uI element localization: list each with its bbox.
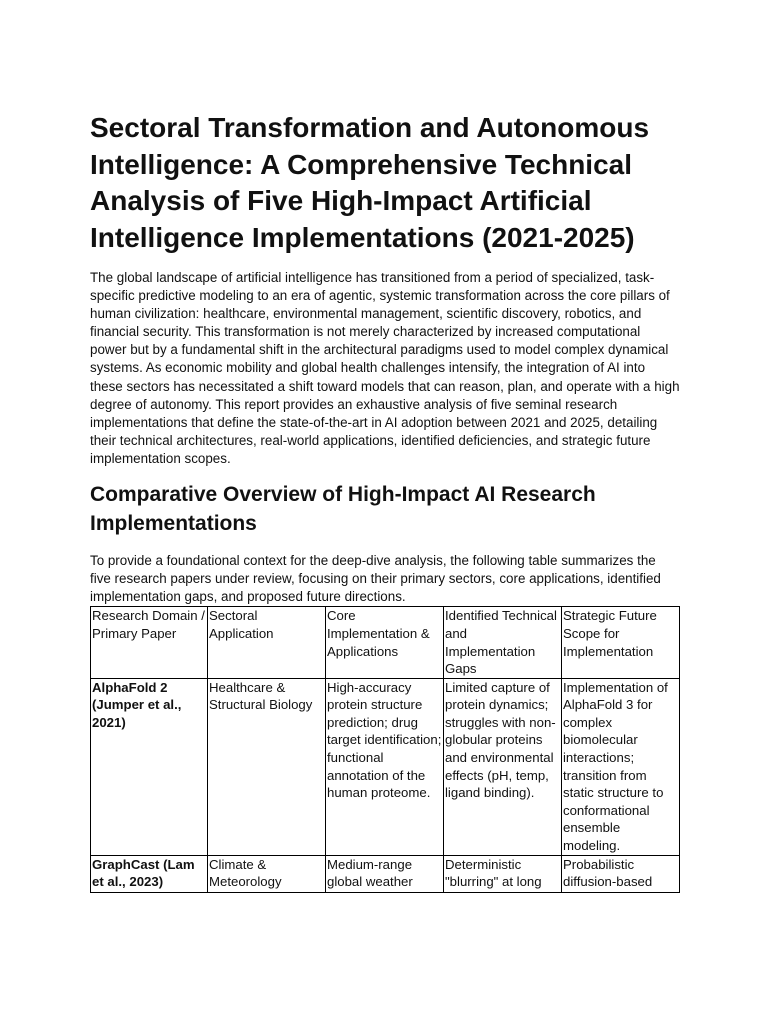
cell-text: Deterministic "blurring" at long	[445, 856, 542, 890]
table-row	[91, 678, 680, 855]
table-header-cell: Core Implementation & Applications	[326, 607, 444, 678]
table-header-cell: Research Domain / Primary Paper	[91, 607, 208, 678]
table-row	[91, 855, 680, 892]
table-header-cell: Sectoral Application	[208, 607, 326, 678]
cell-text: Climate & Meteorology	[209, 856, 282, 890]
table-cell: Limited capture of protein dynamics; struggles with non-globular proteins and environmental effects (pH, temp, ligand binding).	[444, 678, 562, 855]
table-header-cell: Strategic Future Scope for Implementation	[562, 607, 680, 678]
table-cell-paper: AlphaFold 2 (Jumper et al., 2021)	[91, 678, 208, 855]
table-cell: Healthcare & Structural Biology	[208, 678, 326, 855]
table-cell-paper	[91, 855, 208, 892]
table-header-cell: Identified Technical and Implementation Gaps	[444, 607, 562, 678]
table-cell	[326, 855, 444, 892]
table-cell: Implementation of AlphaFold 3 for complex biomolecular interactions; transition from static structure to conformational ensemble modeling.	[562, 678, 680, 855]
table-intro-paragraph: To provide a foundational context for the deep-dive analysis, the following table summarizes the five research papers under review, focusing on their primary sectors, core applications, identified implementation gaps, and proposed future directions.	[90, 553, 661, 605]
comparison-table	[90, 606, 680, 892]
intro-paragraph: The global landscape of artificial intelligence has transitioned from a period of specialized, task-specific predictive modeling to an era of agentic, systemic transformation across the core pillars of human civilization: healthcare, environmental management, scientific discovery, robotics, and financial security. This transformation is not merely characterized by increased computational power but by a fundamental shift in the architectural paradigms used to model complex dynamical systems. As economic mobility and global health challenges intensify, the integration of AI into these sectors has necessitated a shift toward models that can reason, plan, and operate with a high degree of autonomy. This report provides an exhaustive analysis of five seminal research implementations that define the state-of-the-art in AI adoption between 2021 and 2025, detailing their technical architectures, real-world applications, identified deficiencies, and strategic future implementation scopes.	[90, 270, 680, 466]
document-title: Sectoral Transformation and Autonomous Intelligence: A Comprehensive Technical Analysis of Five High-Impact Artificial Intelligence Implementations (2021-2025)	[90, 112, 650, 253]
section-heading: Comparative Overview of High-Impact AI Research Implementations	[90, 483, 596, 536]
document-page	[90, 110, 680, 893]
cell-text: Medium-range global weather	[327, 856, 413, 890]
cell-text: GraphCast (Lam et al., 2023)	[92, 856, 195, 890]
table-cell	[208, 855, 326, 892]
table-cell	[562, 855, 680, 892]
cell-text: Probabilistic diffusion-based	[563, 856, 653, 890]
table-cell	[444, 855, 562, 892]
table-header-row	[91, 607, 680, 678]
table-cell: High-accuracy protein structure prediction; drug target identification; functional annotation of the human proteome.	[326, 678, 444, 855]
